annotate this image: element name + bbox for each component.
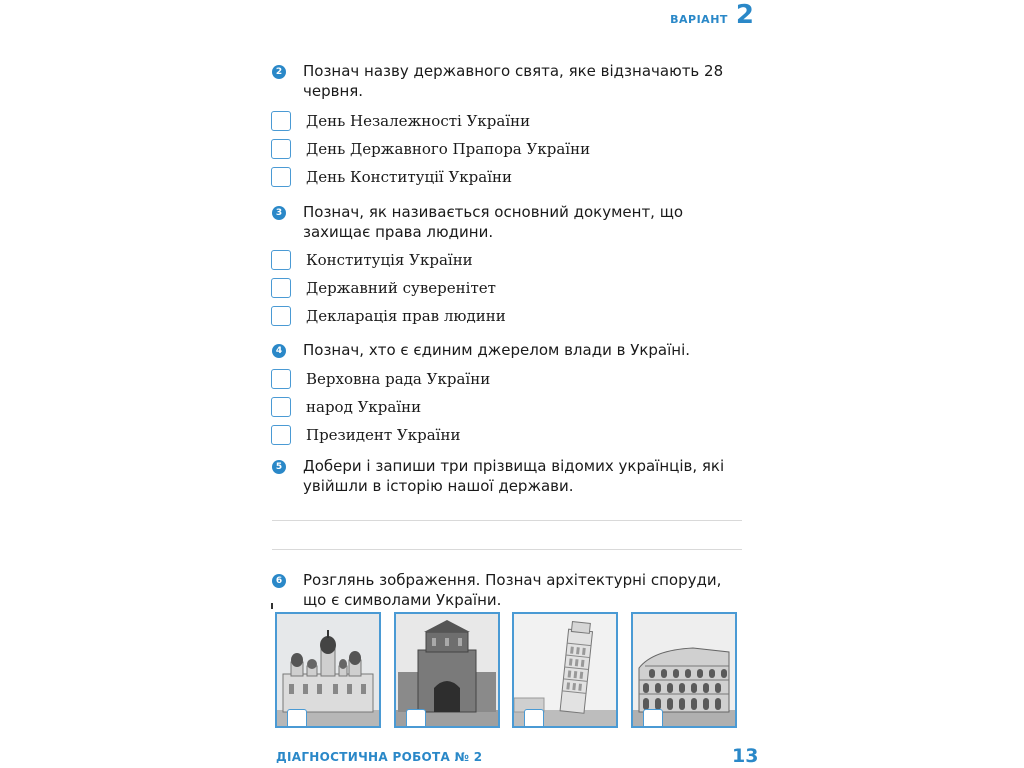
image-checkbox[interactable]	[643, 709, 663, 728]
answer-label: Конституція України	[306, 251, 473, 269]
answer-label: Декларація прав людини	[306, 307, 506, 325]
variant-header	[670, 2, 754, 28]
footer-title: ДІАГНОСТИЧНА РОБОТА № 2	[276, 750, 483, 764]
answer-line[interactable]	[272, 520, 742, 521]
answer-option[interactable]	[271, 248, 473, 272]
image-checkbox[interactable]	[406, 709, 426, 728]
answer-option[interactable]	[271, 304, 506, 328]
image-checkbox[interactable]	[524, 709, 544, 728]
question-number-badge: 3	[272, 206, 286, 220]
question-number-badge: 2	[272, 65, 286, 79]
question-2	[272, 61, 742, 101]
page-number: 13	[732, 745, 759, 767]
answer-line[interactable]	[272, 549, 742, 550]
question-text: Познач, хто є єдиним джерелом влади в Україні.	[303, 341, 691, 359]
answer-option[interactable]	[271, 165, 512, 189]
answer-checkbox[interactable]	[271, 250, 291, 270]
answer-checkbox[interactable]	[271, 139, 291, 159]
answer-option[interactable]	[271, 367, 490, 391]
answer-option[interactable]	[271, 109, 530, 133]
question-number-badge: 5	[272, 460, 286, 474]
question-text: Познач назву державного свята, яке відзначають 28 червня.	[303, 62, 724, 100]
question-number-badge: 6	[272, 574, 286, 588]
question-text: Познач, як називається основний документ, що захищає права людини.	[303, 203, 684, 241]
question-5	[272, 456, 742, 496]
answer-label: Державний суверенітет	[306, 279, 496, 297]
answer-option[interactable]	[271, 395, 421, 419]
pen-mark	[271, 603, 273, 609]
image-leaning-tower-of-pisa[interactable]	[512, 612, 618, 728]
answer-checkbox[interactable]	[271, 167, 291, 187]
image-sophia-cathedral[interactable]	[275, 612, 381, 728]
image-checkbox[interactable]	[287, 709, 307, 728]
question-3	[272, 202, 742, 242]
variant-label: ВАРІАНТ	[670, 13, 728, 26]
answer-label: День Державного Прапора України	[306, 140, 591, 158]
question-text: Добери і запиши три прізвища відомих українців, які увійшли в історію нашої держави.	[303, 457, 725, 495]
answer-option[interactable]	[271, 137, 590, 161]
answer-checkbox[interactable]	[271, 369, 291, 389]
answer-label: День Незалежності України	[306, 112, 531, 130]
question-6	[272, 570, 742, 610]
answer-label: Верховна рада України	[306, 370, 491, 388]
answer-checkbox[interactable]	[271, 397, 291, 417]
variant-number: 2	[735, 0, 754, 30]
image-colosseum[interactable]	[631, 612, 737, 728]
answer-checkbox[interactable]	[271, 425, 291, 445]
answer-label: День Конституції України	[306, 168, 513, 186]
answer-option[interactable]	[271, 276, 496, 300]
question-text: Розглянь зображення. Познач архітектурні споруди, що є символами України.	[303, 571, 722, 609]
answer-option[interactable]	[271, 423, 460, 447]
question-4	[272, 340, 742, 360]
question-number-badge: 4	[272, 344, 286, 358]
answer-label: Президент України	[306, 426, 461, 444]
answer-checkbox[interactable]	[271, 111, 291, 131]
answer-checkbox[interactable]	[271, 278, 291, 298]
answer-checkbox[interactable]	[271, 306, 291, 326]
answer-label: народ України	[306, 398, 422, 416]
image-golden-gate[interactable]	[394, 612, 500, 728]
